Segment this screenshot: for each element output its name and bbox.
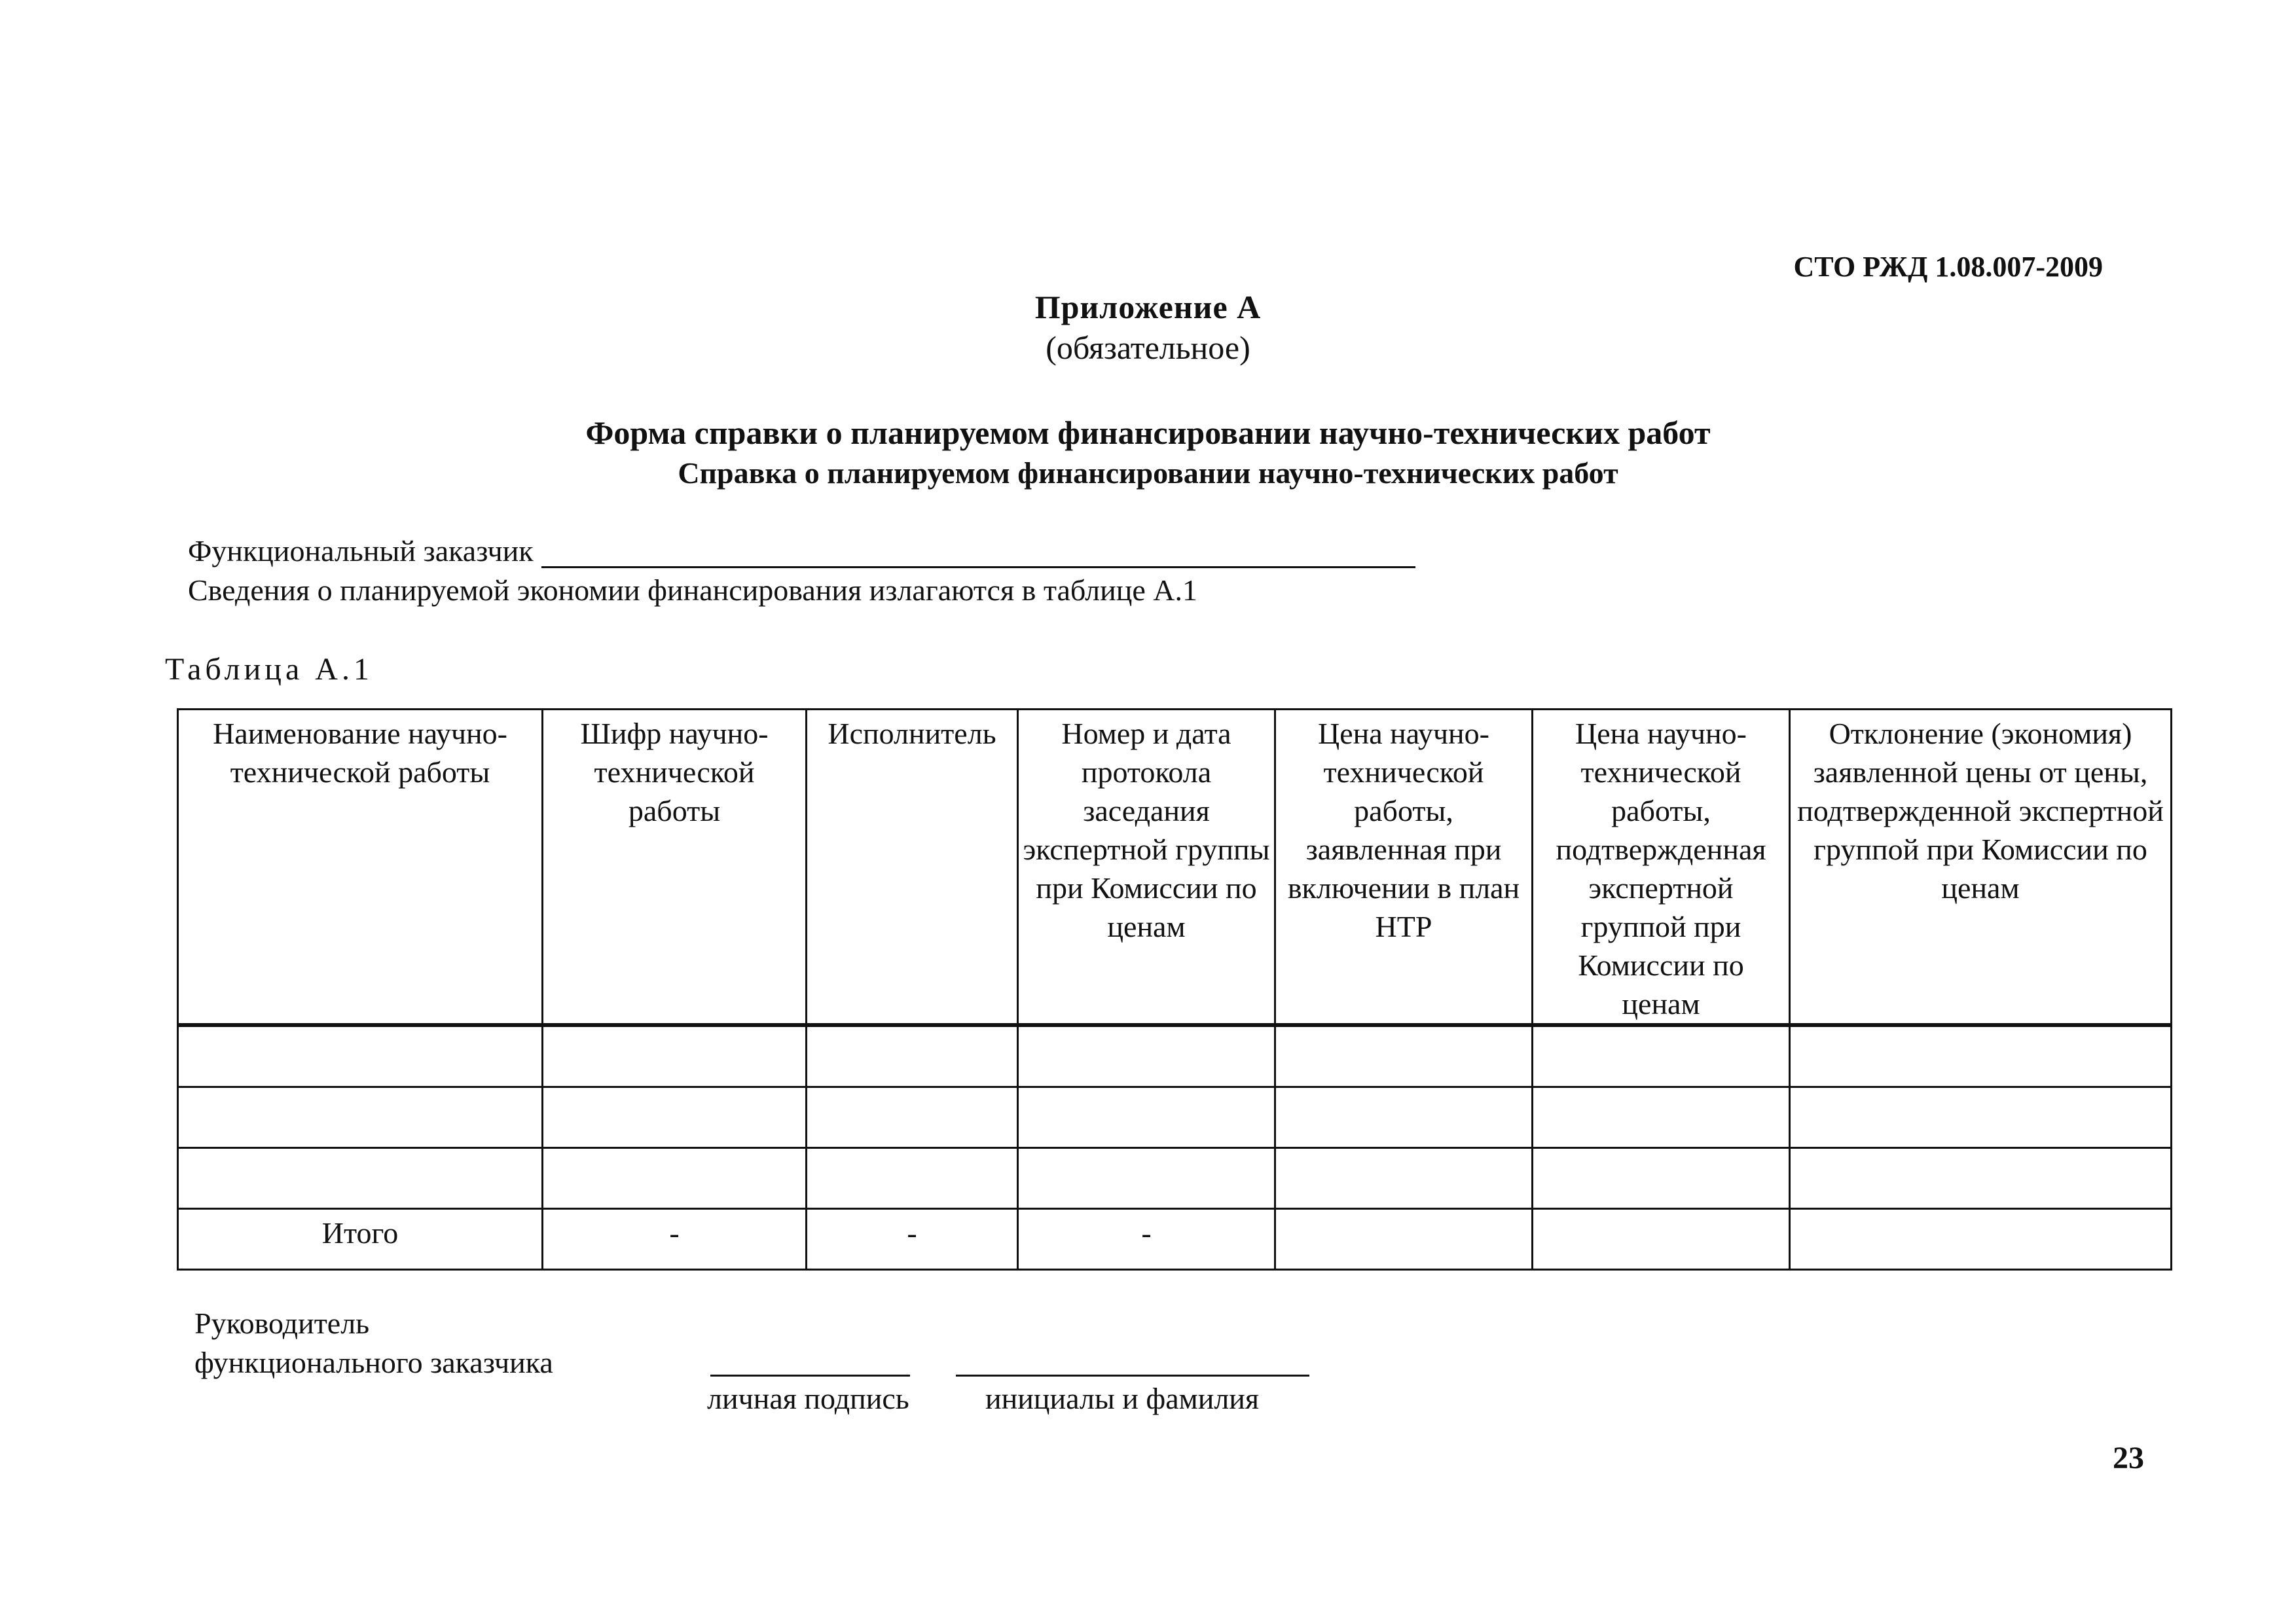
total-row [178,1209,2172,1270]
signature-blank-field[interactable] [710,1375,910,1377]
appendix-note: (обязательное) [1046,329,1250,366]
table-row [178,1025,2172,1087]
table-cell[interactable] [178,1148,543,1209]
form-subtitle: Справка о планируемом финансировании научно-технических работ [678,456,1618,490]
total-cell[interactable] [1790,1209,2172,1270]
savings-note: Сведения о планируемой экономии финансирования излагаются в таблице А.1 [188,573,1198,607]
signature-label-line1: Руководитель [194,1307,370,1340]
column-header: Наименование научно-технической работы [178,710,543,1026]
table-cell[interactable] [807,1087,1018,1148]
signature-label-line2: функционального заказчика [194,1346,553,1379]
name-blank-field[interactable] [956,1375,1309,1377]
total-label: Итого [178,1209,543,1270]
financing-table [177,708,2172,1271]
table-header-row [178,710,2172,1026]
table-cell[interactable] [1275,1148,1533,1209]
total-cell: - [543,1209,807,1270]
column-header: Цена научно-технической работы, подтвержденная экспертной группой при Комиссии по ценам [1533,710,1790,1026]
table-cell[interactable] [1533,1087,1790,1148]
table-cell[interactable] [543,1025,807,1087]
table-cell[interactable] [1790,1087,2172,1148]
table-cell[interactable] [807,1025,1018,1087]
customer-label: Функциональный заказчик [188,534,534,568]
name-caption: инициалы и фамилия [985,1382,1260,1415]
column-header: Отклонение (экономия) заявленной цены от цены, подтвержденной экспертной группой при Комиссии по ценам [1790,710,2172,1026]
table-caption: Таблица А.1 [165,652,373,687]
document-code: СТО РЖД 1.08.007-2009 [1793,251,2103,283]
table-cell[interactable] [178,1087,543,1148]
total-cell[interactable] [1275,1209,1533,1270]
customer-row [188,533,1415,568]
table-cell[interactable] [1275,1025,1533,1087]
table-row [178,1148,2172,1209]
table-row [178,1087,2172,1148]
total-cell: - [807,1209,1018,1270]
signature-caption: личная подпись [707,1382,909,1415]
table-cell[interactable] [1018,1025,1275,1087]
column-header: Шифр научно-технической работы [543,710,807,1026]
appendix-title: Приложение А [1034,289,1262,325]
table-cell[interactable] [1018,1087,1275,1148]
table-cell[interactable] [1533,1025,1790,1087]
form-title: Форма справки о планируемом финансировании научно-технических работ [585,414,1711,451]
table-cell[interactable] [1275,1087,1533,1148]
customer-blank-field[interactable] [541,537,1415,568]
total-cell[interactable] [1533,1209,1790,1270]
table-cell[interactable] [1790,1148,2172,1209]
table-cell[interactable] [543,1148,807,1209]
total-cell: - [1018,1209,1275,1270]
table-cell[interactable] [807,1148,1018,1209]
table-cell[interactable] [1018,1148,1275,1209]
column-header: Цена научно-технической работы, заявленная при включении в план НТР [1275,710,1533,1026]
table-cell[interactable] [1533,1148,1790,1209]
page-number: 23 [2113,1441,2144,1475]
column-header: Исполнитель [807,710,1018,1026]
table-cell[interactable] [1790,1025,2172,1087]
column-header: Номер и дата протокола заседания экспертной группы при Комиссии по ценам [1018,710,1275,1026]
table-cell[interactable] [543,1087,807,1148]
table-cell[interactable] [178,1025,543,1087]
